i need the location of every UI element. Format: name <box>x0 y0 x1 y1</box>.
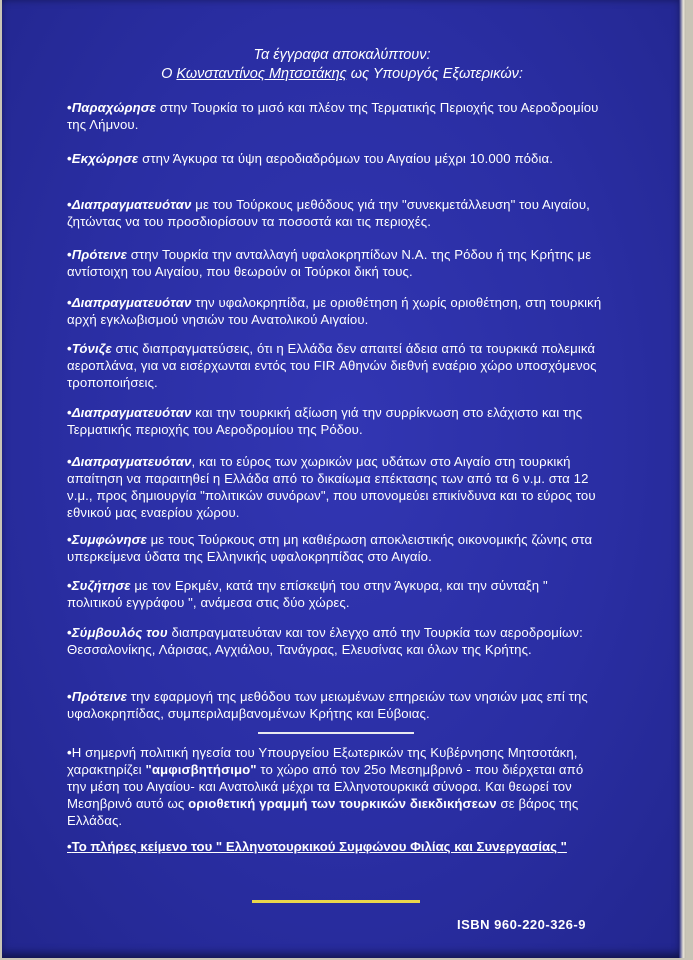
item-lead: Συμφώνησε <box>71 532 147 547</box>
list-item <box>67 196 602 230</box>
heading-line-2 <box>72 65 612 84</box>
item-text: διαπραγματευόταν και τον έλεγχο από την Τουρκία των αεροδρομίων: Θεσσαλονίκης, Λάρισας, Αγχιάλου, Τανάγρας, Ελευσίνας και όλων της Κρήτης. <box>67 625 583 657</box>
item-lead: Πρότεινε <box>71 247 128 262</box>
treaty-link-label: Το πλήρες κείμενο του " Ελληνοτουρκικού Συμφώνου Φιλίας και Συνεργασίας " <box>71 839 567 854</box>
divider <box>258 732 414 734</box>
bullet-icon: • <box>67 532 72 547</box>
item-lead: Εκχώρησε <box>71 151 139 166</box>
accent-line <box>252 900 420 903</box>
policy-text-1: Η σημερνή πολιτική ηγεσία του Υπουργείου Εξωτερικών της Κυβέρνησης Μητσοτάκη, χαρακτηρίζει <box>67 745 578 777</box>
list-item <box>67 246 602 280</box>
item-lead: Τόνιζε <box>71 341 112 356</box>
bullet-icon: • <box>67 405 72 420</box>
heading-line-1: Τα έγγραφα αποκαλύπτουν: <box>253 47 431 63</box>
list-item <box>67 577 602 611</box>
bullet-icon: • <box>67 689 72 704</box>
item-lead: Πρότεινε <box>71 689 128 704</box>
item-text: με του Τούρκους μεθόδους γιά την "συνεκμετάλλευση" του Αιγαίου, ζητώντας να του προσδιορίσουν τα ποσοστά και τις περιοχές. <box>67 197 590 229</box>
list-item <box>67 624 602 658</box>
bullet-icon: • <box>67 100 72 115</box>
heading-prefix: Ο <box>161 66 177 82</box>
bullet-icon: • <box>67 578 72 593</box>
bullet-icon: • <box>67 151 72 166</box>
bullet-icon: • <box>67 839 72 854</box>
list-item <box>67 453 602 521</box>
list-item <box>67 688 602 722</box>
list-item <box>67 99 602 133</box>
policy-bold-1: "αμφισβητήσιμο" <box>145 762 257 777</box>
bullet-icon: • <box>67 745 72 760</box>
bullet-icon: • <box>67 295 72 310</box>
isbn-label: ISBN 960-220-326-9 <box>457 917 586 932</box>
list-item <box>67 340 602 391</box>
policy-paragraph <box>67 744 602 829</box>
item-text: στις διαπραγματεύσεις, ότι η Ελλάδα δεν απαιτεί άδεια από τα τουρκικά πολεμικά αεροπλάνα, για να εισέρχωνται εντός του FIR Αθηνών διεθνή εναέριο χώρο υποσχόμενος τροποποιήσεις. <box>67 341 597 390</box>
page-edge <box>679 0 686 958</box>
item-text: και την τουρκική αξίωση γιά την συρρίκνωση στο ελάχιστο και της Τερματικής περιοχής του Αεροδρομίου της Ρόδου. <box>67 405 583 437</box>
item-lead: Παραχώρησε <box>71 100 157 115</box>
bullet-icon: • <box>67 454 72 469</box>
item-text: , και το εύρος των χωρικών μας υδάτων στο Αιγαίο στη τουρκική απαίτηση να παραιτηθεί η Ελλάδα από το δικαίωμα επέκτασης των από τα 6 ν.μ. στα 12 ν.μ., προς δημιουργία "πολιτικών συνόρων", που υπονομεύει επικίνδυνα και το εύρος του εθνικού μας εναερίου χώρου. <box>67 454 596 520</box>
bullet-icon: • <box>67 197 72 212</box>
treaty-text-link <box>67 838 607 855</box>
item-lead: Διαπραγματευόταν <box>71 295 192 310</box>
policy-text-2: το χώρο από τον 25ο Μεσημβρινό - που διέρχεται από την μέση του Αιγαίου- και Ανατολικά μέχρι τα Ελληνοτουρκικά σύνορα. Και θεωρεί τον Μεσηβρινό αυτό ως <box>67 762 584 811</box>
item-lead: Συζήτησε <box>71 578 131 593</box>
book-back-cover <box>2 0 686 958</box>
item-text: με τον Ερκμέν, κατά την επίσκεψή του στην Άγκυρα, και την σύνταξη " πολιτικού εγγράφου ", ανάμεσα στις δύο χώρες. <box>67 578 548 610</box>
policy-bold-2: οριοθετική γραμμή των τουρκικών διεκδικήσεων <box>188 796 497 811</box>
item-lead: Σύμβουλός του <box>71 625 168 640</box>
list-item <box>67 531 602 565</box>
item-text: την υφαλοκρηπίδα, με οριοθέτηση ή χωρίς οριοθέτηση, στη τουρκική αρχή εγκλωβισμού νησιών του Ανατολικού Αιγαίου. <box>67 295 602 327</box>
policy-text-3: σε βάρος της Ελλάδας. <box>67 796 579 828</box>
list-item <box>67 150 602 167</box>
bullet-icon: • <box>67 625 72 640</box>
bullet-icon: • <box>67 247 72 262</box>
item-lead: Διαπραγματευόταν <box>71 197 192 212</box>
heading-name: Κωνσταντίνος Μητσοτάκης <box>176 66 347 82</box>
item-lead: Διαπραγματευόταν <box>71 454 192 469</box>
list-item <box>67 404 602 438</box>
list-item <box>67 294 602 328</box>
item-lead: Διαπραγματευόταν <box>71 405 192 420</box>
item-text: την εφαρμογή της μεθόδου των μειωμένων επηρειών των νησιών μας επί της υφαλοκρηπίδας, συμπεριλαμβανομένων Κρήτης και Εύβοιας. <box>67 689 588 721</box>
item-text: στην Άγκυρα τα ύψη αεροδιαδρόμων του Αιγαίου μέχρι 10.000 πόδια. <box>138 151 554 166</box>
item-text: στην Τουρκία το μισό και πλέον της Τερματικής Περιοχής του Αεροδρομίου της Λήμνου. <box>67 100 599 132</box>
item-text: με τους Τούρκους στη μη καθιέρωση αποκλειστικής οικονομικής ζώνης στα υπερκείμενα ύδατα της Ελληνικής υφαλοκρηπίδας στο Αιγαίο. <box>67 532 593 564</box>
cover-heading <box>72 46 612 84</box>
bullet-icon: • <box>67 341 72 356</box>
item-text: στην Τουρκία την ανταλλαγή υφαλοκρηπίδων Ν.Α. της Ρόδου ή της Κρήτης με αντίστοιχη του Αιγαίου, που θεωρούν οι Τούρκοι δική τους. <box>67 247 592 279</box>
heading-suffix: ως Υπουργός Εξωτερικών: <box>346 66 523 82</box>
